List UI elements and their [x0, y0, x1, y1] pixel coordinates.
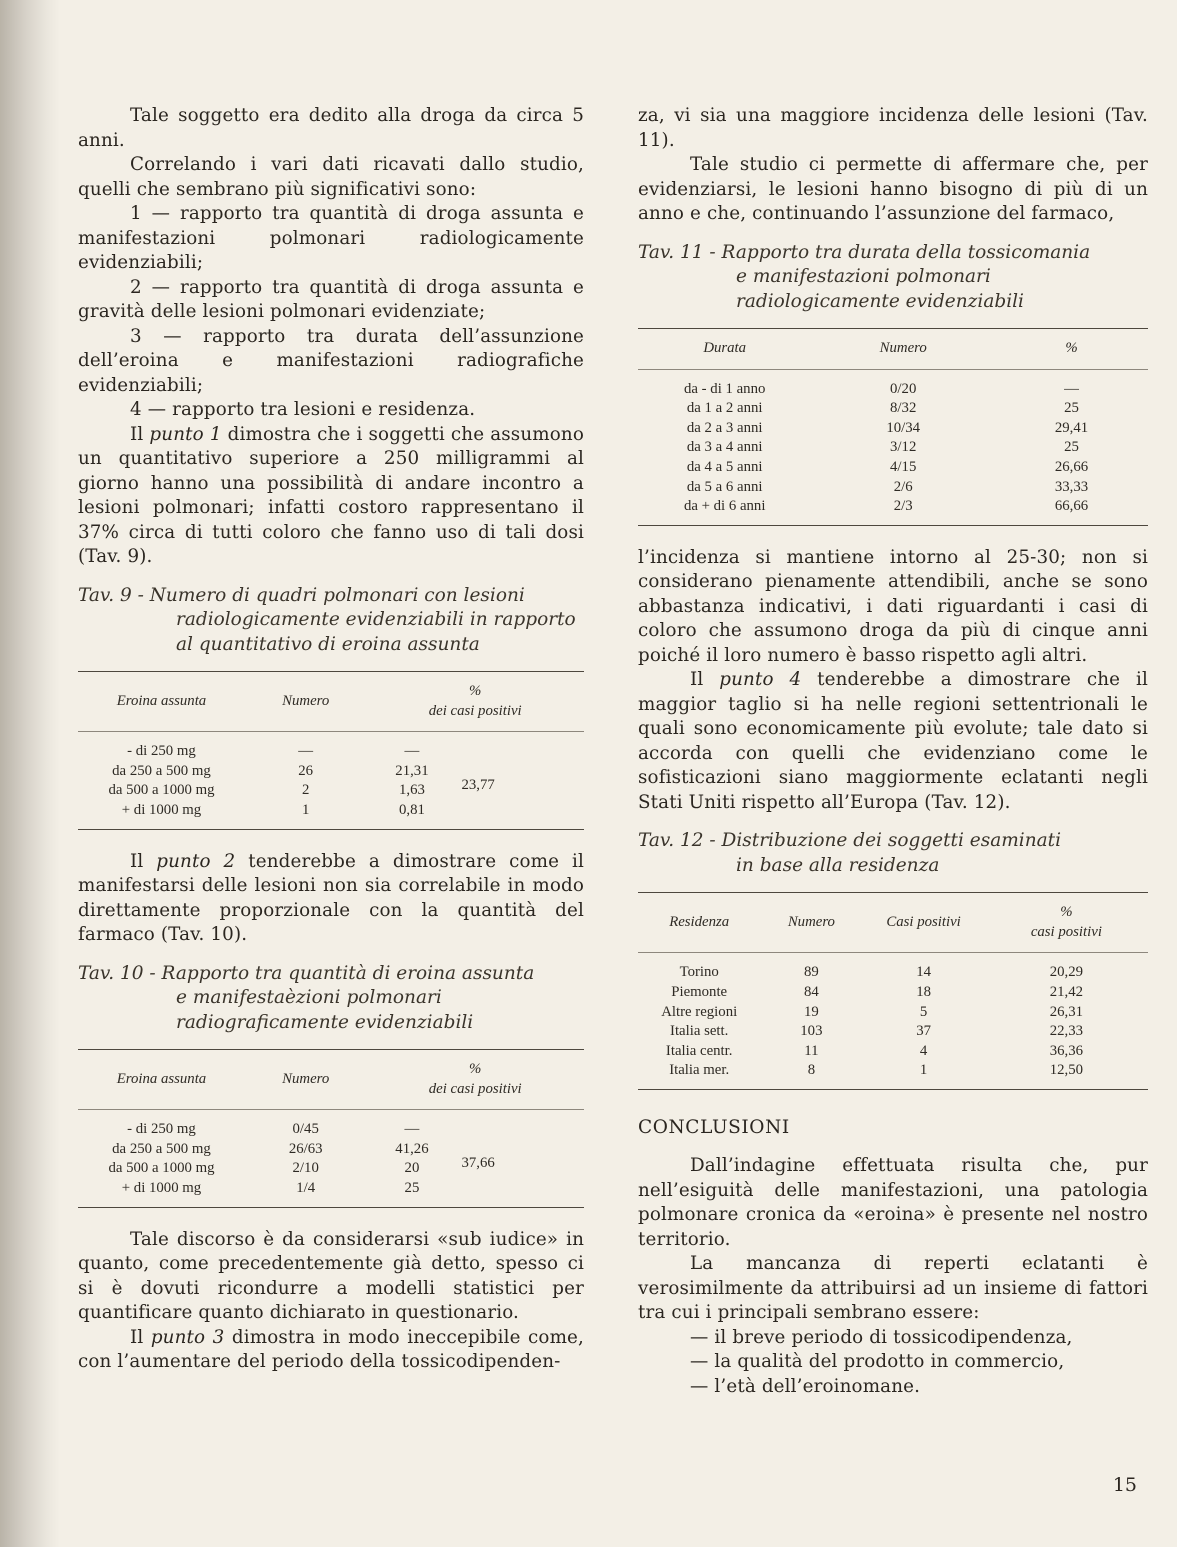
list-item: — la qualità del prodotto in commercio,: [690, 1351, 1065, 1372]
column-header: Residenza: [669, 914, 730, 931]
book-spine-shadow: [0, 0, 60, 1547]
list-item: 2 — rapporto tra quantità di droga assunta e gravità delle lesioni polmonari evidenziate;: [78, 276, 584, 322]
table-11-caption: Tav. 11 - Rapporto tra durata della tossicomania e manifestazioni polmonari radiologicamente evidenziabili: [638, 241, 1091, 312]
column-header: Numero: [879, 340, 927, 356]
section-heading-conclusioni: CONCLUSIONI: [638, 1117, 790, 1138]
column-header: Durata: [703, 340, 747, 356]
list-item: — il breve periodo di tossicodipendenza,: [690, 1326, 1073, 1348]
table-row: - di 250 mg — — 23,77: [78, 732, 584, 762]
table-row: Italia centr. 11 4 36,36: [665, 1042, 1084, 1059]
table-12: [638, 892, 1148, 1090]
left-column: [78, 104, 584, 1375]
table-row: da 4 a 5 anni 4/15 26,66: [686, 458, 1089, 475]
table-row: da + di 6 anni 2/3 66,66: [683, 498, 1089, 515]
table-row: da - di 1 anno 0/20 —: [684, 380, 1079, 397]
column-header: Casi positivi: [886, 914, 961, 931]
paragraph-punto-4: Il punto 4 tenderebbe a dimostrare che il maggior taglio si ha nelle regioni settentrionali le quali sono economicamente più evolute; tale dato si accorda con quelli che evidenziano come le sofisticazioni siano maggiormente eclatanti negli Stati Uniti rispetto all’Europa (Tav. 12).: [638, 669, 1148, 813]
column-header: Eroina assunta: [116, 692, 207, 709]
paragraph: Tale studio ci permette di affermare che, per evidenziarsi, le lesioni hanno bisogno di più di un anno e che, continuando l’assunzione del farmaco,: [638, 154, 1148, 224]
paragraph: Tale discorso è da considerarsi «sub iudice» in quanto, come precedentemente già detto, spesso ci si è dovuti ricondurre a modelli statistici per quantificare quanto dichiarato in questionario.: [78, 1228, 584, 1324]
table-9: [78, 671, 584, 830]
paragraph-punto-2: Il punto 2 tenderebbe a dimostrare come il manifestarsi delle lesioni non sia correlabile in modo direttamente proporzionale con la quantità del farmaco (Tav. 10).: [78, 850, 584, 946]
paragraph: La mancanza di reperti eclatanti è verosimilmente da attribuirsi ad un insieme di fattori tra cui i principali sembrano essere:: [638, 1253, 1148, 1323]
table-row: - di 250 mg 0/45 — 37,66: [78, 1110, 584, 1140]
table-10-caption: Tav. 10 - Rapporto tra quantità di eroina assunta e manifestaèzioni polmonari radiograficamente evidenziabili: [78, 962, 535, 1033]
table-10: [78, 1049, 584, 1208]
paragraph: Dall’indagine effettuata risulta che, pur nell’esiguità delle manifestazioni, una patologia polmonare cronica da «eroina» è presente nel nostro territorio.: [638, 1155, 1148, 1250]
paragraph: za, vi sia una maggiore incidenza delle lesioni (Tav. 11).: [638, 105, 1148, 151]
column-header: % casi positivi: [1030, 904, 1102, 940]
list-item: 1 — rapporto tra quantità di droga assunta e manifestazioni polmonari radiologicamente evidenziabili;: [78, 203, 584, 273]
table-row: da 3 a 4 anni 3/12 25: [686, 439, 1079, 456]
column-header: Numero: [282, 692, 330, 709]
table-row: + di 1000 mg 1/4 25: [121, 1180, 420, 1197]
table-row: da 250 a 500 mg 26/63 41,26: [112, 1140, 429, 1157]
column-header: % dei casi positivi: [428, 1061, 522, 1097]
total-value: 23,77: [461, 776, 495, 793]
table-row: + di 1000 mg 1 0,81: [121, 801, 425, 818]
paragraph: Correlando i vari dati ricavati dallo studio, quelli che sembrano più significativi sono:: [78, 154, 584, 200]
table-row: Italia sett. 103 37 22,33: [670, 1023, 1084, 1040]
paragraph: Tale soggetto era dedito alla droga da circa 5 anni.: [78, 105, 584, 151]
table-11: [638, 328, 1148, 526]
paragraph-punto-3: Il punto 3 dimostra in modo ineccepibile come, con l’aumentare del periodo della tossicodipenden-: [78, 1326, 584, 1373]
table-row: da 500 a 1000 mg 2/10 20: [108, 1160, 420, 1177]
list-item: 4 — rapporto tra lesioni e residenza.: [130, 399, 476, 420]
list-item: 3 — rapporto tra durata dell’assunzione dell’eroina e manifestazioni radiografiche evidenziabili;: [78, 325, 584, 396]
table-row: da 250 a 500 mg 26 21,31: [112, 762, 429, 779]
table-row: Altre regioni 19 5 26,31: [661, 1003, 1084, 1020]
column-header: Eroina assunta: [116, 1070, 207, 1087]
paragraph: l’incidenza si mantiene intorno al 25-30; non si considerano pienamente attendibili, anche se sono abbastanza indicativi, i dati riguardanti i casi di coloro che assumono droga da più di cinque anni poiché il loro numero è basso rispetto agli altri.: [638, 546, 1148, 666]
table-row: Italia mer. 8 1 12,50: [669, 1062, 1084, 1079]
table-row: da 2 a 3 anni 10/34 29,41: [686, 419, 1089, 436]
column-header: Numero: [787, 914, 835, 931]
right-column: [638, 104, 1148, 1399]
table-9-caption: Tav. 9 - Numero di quadri polmonari con lesioni radiologicamente evidenziabili in rapporto al quantitativo di eroina assunta: [78, 584, 576, 655]
table-row: Torino 89 14 20,29: [679, 964, 1084, 981]
column-header: % dei casi positivi: [428, 683, 522, 719]
table-row: da 1 a 2 anni 8/32 25: [686, 400, 1079, 417]
column-header: %: [1065, 340, 1078, 356]
table-row: da 5 a 6 anni 2/6 33,33: [686, 478, 1089, 495]
column-header: Numero: [282, 1070, 330, 1087]
list-item: — l’età dell’eroinomane.: [690, 1375, 921, 1397]
table-row: Piemonte 84 18 21,42: [671, 984, 1084, 1001]
table-12-caption: Tav. 12 - Distribuzione dei soggetti esaminati in base alla residenza: [638, 830, 1062, 876]
table-row: da 500 a 1000 mg 2 1,63: [108, 782, 425, 799]
page-number: 15: [1112, 1474, 1137, 1496]
paragraph-punto-1: Il punto 1 dimostra che i soggetti che assumono un quantitativo superiore a 250 milligrammi al giorno hanno una possibilità di andare incontro a lesioni polmonari; infatti costoro rappresentano il 37% circa di tutti coloro che fanno uso di tali dosi (Tav. 9).: [78, 423, 584, 567]
total-value: 37,66: [461, 1154, 495, 1171]
